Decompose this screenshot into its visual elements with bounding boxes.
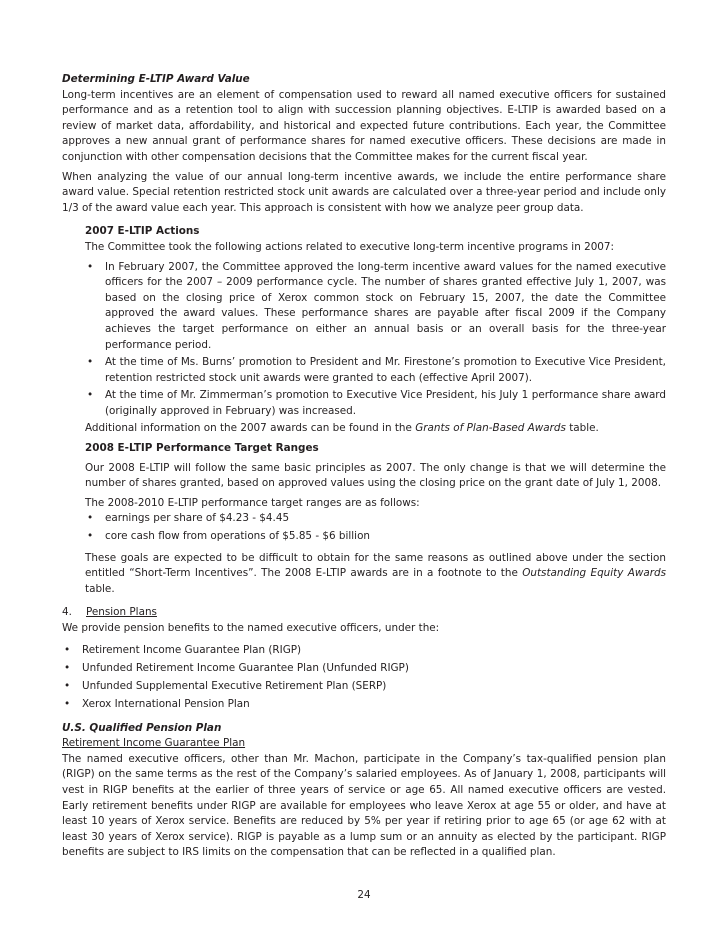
- section-heading-2007-actions: 2007 E-LTIP Actions: [85, 225, 200, 238]
- document-page: [62, 72, 666, 861]
- section-title: Pension Plans: [86, 606, 157, 619]
- list-item: • At the time of Ms. Burns’ promotion to President and Mr. Firestone’s promotion to Executive Vice President, retention restricted stock unit awards were granted to each (effective April 2007).: [85, 355, 666, 386]
- section-heading-eltip-award-value: Determining E-LTIP Award Value: [62, 73, 250, 85]
- paragraph: When analyzing the value of our annual long-term incentive awards, we include the entire performance share award value. Special retention restricted stock unit awards are calculated over a three-year period and include only 1/3 of the award value each year. This approach is consistent with how we analyze peer group data.: [62, 170, 666, 214]
- paragraph: We provide pension benefits to the named executive officers, under the:: [62, 622, 440, 634]
- list-item: • Retirement Income Guarantee Plan (RIGP): [62, 641, 666, 659]
- section-2007-actions: [85, 224, 666, 597]
- subheading-rigp: Retirement Income Guarantee Plan: [62, 737, 246, 750]
- paragraph: The 2008-2010 E-LTIP performance target ranges are as follows:: [85, 496, 420, 509]
- bullet-list: [62, 641, 666, 713]
- page-number: 24: [357, 889, 371, 901]
- table-reference: Grants of Plan-Based Awards: [415, 422, 566, 435]
- paragraph: Additional information on the 2007 awards can be found in the Grants of Plan-Based Awards table.: [85, 422, 599, 435]
- list-item: • In February 2007, the Committee approved the long-term incentive award values for the named executive officers for the 2007 – 2009 performance cycle. The number of shares granted effective July 1, 2007, was based on the closing price of Xerox common stock on February 15, 2007, the date the Committee approved the award values. These performance shares are payable after fiscal 2009 if the Company achieves the target performance on either an annual basis or an overall basis for the three-year performance period.: [85, 260, 666, 354]
- paragraph: Our 2008 E-LTIP will follow the same basic principles as 2007. The only change is that we will determine the number of shares granted, based on approved values using the closing price on the grant date of July 1, 2008.: [85, 461, 666, 490]
- paragraph: Long-term incentives are an element of compensation used to reward all named executive officers for sustained performance and as a retention tool to align with succession planning objectives. E-LTIP is awarded based on a review of market data, affordability, and historical and expected future contributions. Each year, the Committee approves a new annual grant of performance shares for named executive officers. These decisions are made in conjunction with other compensation decisions that the Committee makes for the current fiscal year.: [62, 88, 666, 163]
- paragraph: The named executive officers, other than Mr. Machon, participate in the Company’s tax-qualified pension plan (RIGP) on the same terms as the rest of the Company’s salaried employees. As of January 1, 2008, participants will vest in RIGP benefits at the earlier of three years of service or age 65. All named executive officers are vested. Early retirement benefits under RIGP are available for employees who leave Xerox at age 55 or older, and have at least 10 years of Xerox service. Benefits are reduced by 5% per year if retiring prior to age 65 (or age 62 with at least 30 years of Xerox service). RIGP is payable as a lump sum or an annuity as elected by the participant. RIGP benefits are subject to IRS limits on the compensation that can be reflected in a qualified plan.: [62, 752, 666, 859]
- paragraph: The Committee took the following actions related to executive long-term incentive programs in 2007:: [85, 240, 615, 253]
- bullet-list: [85, 511, 666, 544]
- list-item: • Xerox International Pension Plan: [62, 695, 666, 713]
- list-item: • At the time of Mr. Zimmerman’s promotion to Executive Vice President, his July 1 performance share award (originally approved in February) was increased.: [85, 388, 666, 419]
- list-item: • Unfunded Retirement Income Guarantee Plan (Unfunded RIGP): [62, 659, 666, 677]
- bullet-list: [85, 260, 666, 420]
- section-heading-pension-plans: [62, 605, 666, 621]
- list-item: • Unfunded Supplemental Executive Retirement Plan (SERP): [62, 677, 666, 695]
- section-heading-2008-targets: 2008 E-LTIP Performance Target Ranges: [85, 442, 319, 455]
- table-reference: Outstanding Equity Awards: [522, 567, 666, 580]
- list-item: • earnings per share of $4.23 - $4.45: [85, 511, 666, 527]
- list-item: • core cash flow from operations of $5.85 - $6 billion: [85, 529, 666, 545]
- section-number: 4.: [62, 606, 72, 619]
- paragraph: These goals are expected to be difficult to obtain for the same reasons as outlined above under the section entitled “Short-Term Incentives”. The 2008 E-LTIP awards are in a footnote to the Outstanding Equity Awards table.: [85, 551, 666, 595]
- section-heading-us-qualified-pension: U.S. Qualified Pension Plan: [62, 721, 222, 734]
